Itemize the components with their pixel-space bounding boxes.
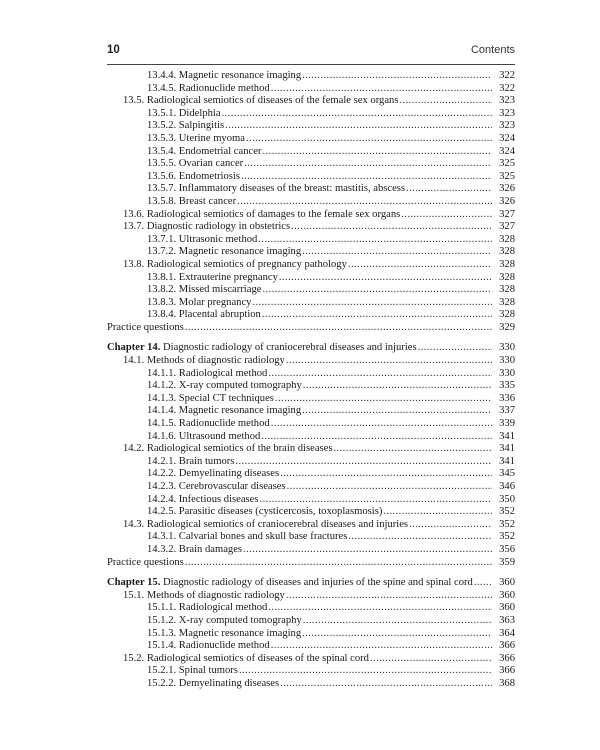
toc-entry-title: 15.2. Radiological semiotics of diseases of the spinal cord xyxy=(123,652,369,664)
toc-page-number: 324 xyxy=(499,145,515,157)
toc-entry-title: 14.2.5. Parasitic diseases (cysticercosis, toxoplasmosis) xyxy=(147,506,383,518)
toc-entry xyxy=(107,405,515,418)
toc-entry-title: 13.5.7. Inflammatory diseases of the breast: mastitis, abscess xyxy=(147,183,406,195)
toc-entry xyxy=(107,544,515,557)
toc-page-number: 360 xyxy=(499,589,515,601)
dot-leader xyxy=(239,665,492,678)
toc-page-number: 328 xyxy=(499,284,515,296)
toc-entry-title: 13.8.4. Placental abruption xyxy=(147,309,261,321)
toc-page-number: 327 xyxy=(499,208,515,220)
toc-entry xyxy=(107,531,515,544)
toc-page-number: 346 xyxy=(499,481,515,492)
toc-entry-title xyxy=(107,342,417,355)
toc-entry-title: 14.3. Radiological semiotics of craniocerebral diseases and injuries xyxy=(123,518,409,530)
toc-entry-title: Practice questions xyxy=(107,556,184,568)
toc-entry xyxy=(107,468,515,481)
toc-page-number: 327 xyxy=(499,221,515,233)
dot-leader xyxy=(225,120,492,133)
dot-leader xyxy=(244,158,492,171)
toc-entry xyxy=(107,640,515,653)
toc-entry-title xyxy=(107,577,473,590)
toc-entry-title: 14.1.4. Magnetic resonance imaging xyxy=(147,405,302,417)
toc-entry xyxy=(107,557,515,570)
toc-entry xyxy=(107,146,515,159)
toc-entry xyxy=(107,196,515,209)
toc-page-number: 339 xyxy=(499,418,515,430)
dot-leader xyxy=(286,590,492,603)
toc-entry xyxy=(107,234,515,247)
toc-entry-title: Practice questions xyxy=(107,321,184,333)
toc-entry xyxy=(107,506,515,519)
dot-leader xyxy=(287,481,492,494)
dot-leader xyxy=(268,602,492,615)
toc-entry-title: 15.2.2. Demyelinating diseases xyxy=(147,677,280,689)
dot-leader xyxy=(474,577,492,590)
toc-entry xyxy=(107,246,515,259)
toc-entry xyxy=(107,481,515,494)
toc-chapter-entry xyxy=(107,342,515,355)
dot-leader xyxy=(302,246,492,259)
toc-entry xyxy=(107,133,515,146)
dot-leader xyxy=(246,133,492,146)
toc-entry-title: 14.1.2. X-ray computed tomography xyxy=(147,380,302,392)
toc-entry-title: 13.7.1. Ultrasonic method xyxy=(147,233,258,245)
toc-entry-title: 14.1. Methods of diagnostic radiology xyxy=(123,355,285,367)
dot-leader xyxy=(235,456,492,469)
dot-leader xyxy=(262,146,492,159)
dot-leader xyxy=(279,272,492,285)
toc-page-number: 345 xyxy=(499,468,515,480)
toc-page-number: 324 xyxy=(499,132,515,144)
dot-leader xyxy=(370,653,492,666)
toc-page-number: 368 xyxy=(499,677,515,689)
toc-page-number: 329 xyxy=(499,321,515,333)
dot-leader xyxy=(185,557,492,570)
toc-page-number: 328 xyxy=(499,296,515,308)
toc-page-number: 330 xyxy=(499,342,515,354)
toc-entry-title: 14.2.4. Infectious diseases xyxy=(147,493,259,505)
toc-entry xyxy=(107,519,515,532)
toc-page-number: 330 xyxy=(499,367,515,379)
toc-chapter-entry xyxy=(107,577,515,590)
toc-entry-title: 13.5.5. Ovarian cancer xyxy=(147,158,244,170)
toc-page-number: 360 xyxy=(499,602,515,614)
toc-page-number: 328 xyxy=(499,246,515,258)
dot-leader xyxy=(333,443,492,456)
toc-page-number: 326 xyxy=(499,183,515,195)
running-head: Contents xyxy=(470,44,515,56)
toc-entry-title: 15.1.4. Radionuclide method xyxy=(147,640,270,652)
toc-entry xyxy=(107,171,515,184)
toc-page-number: 356 xyxy=(499,543,515,555)
toc-entry xyxy=(107,443,515,456)
toc-entry xyxy=(107,653,515,666)
toc-entry-title: 15.1.3. Magnetic resonance imaging xyxy=(147,627,302,639)
dot-leader xyxy=(348,531,492,544)
toc-entry xyxy=(107,221,515,234)
toc-page-number: 360 xyxy=(499,577,515,589)
toc-page-number: 330 xyxy=(499,355,515,367)
toc-page-number: 341 xyxy=(499,455,515,467)
toc-entry-title: 13.8.3. Molar pregnancy xyxy=(147,296,252,308)
toc-entry xyxy=(107,183,515,196)
toc-entry-title: 13.4.5. Radionuclide method xyxy=(147,82,270,94)
dot-leader xyxy=(243,544,492,557)
dot-leader xyxy=(268,368,492,381)
dot-leader xyxy=(262,309,492,322)
toc-page-number: 337 xyxy=(499,405,515,417)
toc-chapter-title: Diagnostic radiology of craniocerebral diseases and injuries xyxy=(160,342,417,354)
dot-leader xyxy=(280,678,492,691)
dot-leader xyxy=(399,95,492,108)
dot-leader xyxy=(303,380,492,393)
toc-entry-title: 14.3.2. Brain damages xyxy=(147,543,243,555)
dot-leader xyxy=(291,221,492,234)
toc-entry xyxy=(107,355,515,368)
dot-leader xyxy=(222,108,492,121)
dot-leader xyxy=(280,468,492,481)
page-header xyxy=(107,44,515,60)
dot-leader xyxy=(401,209,492,222)
dot-leader xyxy=(409,519,492,532)
dot-leader xyxy=(241,171,492,184)
toc-entry xyxy=(107,209,515,222)
toc-entry xyxy=(107,309,515,322)
dot-leader xyxy=(252,297,492,310)
toc-entry-title: 13.5. Radiological semiotics of diseases of the female sex organs xyxy=(123,95,399,107)
toc-page-number: 366 xyxy=(499,652,515,664)
toc-entry xyxy=(107,590,515,603)
toc-entry xyxy=(107,158,515,171)
toc-page-number: 352 xyxy=(499,531,515,543)
toc-page-number: 341 xyxy=(499,443,515,455)
toc-entry-title: 14.1.6. Ultrasound method xyxy=(147,430,261,442)
toc-entry xyxy=(107,70,515,83)
toc-chapter-title: Diagnostic radiology of diseases and injuries of the spine and spinal cord xyxy=(160,577,473,589)
toc-page-number: 352 xyxy=(499,506,515,518)
toc-entry xyxy=(107,431,515,444)
toc-entry-title: 15.1. Methods of diagnostic radiology xyxy=(123,589,285,601)
dot-leader xyxy=(286,355,492,368)
header-divider xyxy=(107,64,515,65)
toc-chapter-label: Chapter 15. xyxy=(107,577,161,589)
toc-page-number: 322 xyxy=(499,70,515,81)
toc-entry xyxy=(107,602,515,615)
toc-entry xyxy=(107,380,515,393)
dot-leader xyxy=(258,234,492,247)
dot-leader xyxy=(262,284,492,297)
toc-entry-title: 15.1.1. Radiological method xyxy=(147,602,268,614)
toc-chapter-label: Chapter 14. xyxy=(107,342,161,354)
toc-page-number: 323 xyxy=(499,120,515,132)
dot-leader xyxy=(406,183,492,196)
toc-entry xyxy=(107,456,515,469)
toc-entry xyxy=(107,83,515,96)
toc-entry-title: 14.1.1. Radiological method xyxy=(147,367,268,379)
toc-entry-title: 13.5.1. Didelphia xyxy=(147,107,221,119)
toc-entry-title: 13.8. Radiological semiotics of pregnancy pathology xyxy=(123,258,347,270)
toc-entry-title: 14.2.2. Demyelinating diseases xyxy=(147,468,280,480)
toc-entry xyxy=(107,665,515,678)
toc-page-number: 328 xyxy=(499,233,515,245)
toc-page-number: 364 xyxy=(499,627,515,639)
toc-entry-title: 14.2. Radiological semiotics of the brain diseases xyxy=(123,443,333,455)
toc-page-number: 322 xyxy=(499,82,515,94)
dot-leader xyxy=(348,259,492,272)
toc-entry-title: 14.1.3. Special CT techniques xyxy=(147,392,274,404)
toc-entry-title: 13.5.3. Uterine myoma xyxy=(147,132,245,144)
dot-leader xyxy=(271,83,492,96)
toc-entry-title: 13.8.1. Extrauterine pregnancy xyxy=(147,271,278,283)
dot-leader xyxy=(302,405,492,418)
toc-entry-title: 15.1.2. X-ray computed tomography xyxy=(147,614,302,626)
toc-page-number: 352 xyxy=(499,518,515,530)
toc-page-number: 350 xyxy=(499,493,515,505)
toc-page-number: 366 xyxy=(499,665,515,677)
toc-entry xyxy=(107,259,515,272)
toc-entry xyxy=(107,297,515,310)
toc-page-number: 325 xyxy=(499,158,515,170)
toc-entry-title: 13.5.6. Endometriosis xyxy=(147,170,240,182)
toc-page-number: 325 xyxy=(499,170,515,182)
toc-page-number: 335 xyxy=(499,380,515,392)
toc-entry-title: 13.5.4. Endometrial cancer xyxy=(147,145,262,157)
toc-page-number: 326 xyxy=(499,195,515,207)
toc-entry-title: 14.2.1. Brain tumors xyxy=(147,455,235,467)
toc-entry-title: 13.6. Radiological semiotics of damages to the female sex organs xyxy=(123,208,401,220)
dot-leader xyxy=(271,418,492,431)
toc-page-number: 328 xyxy=(499,271,515,283)
toc-entry-title: 13.4.4. Magnetic resonance imaging xyxy=(147,70,302,81)
toc-page-number: 328 xyxy=(499,258,515,270)
toc-entry xyxy=(107,284,515,297)
toc-entry xyxy=(107,393,515,406)
dot-leader xyxy=(261,431,492,444)
toc-entry xyxy=(107,368,515,381)
dot-leader xyxy=(260,494,492,507)
toc-entry xyxy=(107,120,515,133)
toc-entry xyxy=(107,272,515,285)
dot-leader xyxy=(237,196,492,209)
dot-leader xyxy=(275,393,492,406)
toc-page-number: 341 xyxy=(499,430,515,442)
toc-entry xyxy=(107,108,515,121)
toc-entry-title: 13.7. Diagnostic radiology in obstetrics xyxy=(123,221,291,233)
toc-entry-title: 14.1.5. Radionuclide method xyxy=(147,418,270,430)
dot-leader xyxy=(185,322,492,335)
toc-page-number: 323 xyxy=(499,95,515,107)
toc-page-number: 328 xyxy=(499,309,515,321)
dot-leader xyxy=(302,70,492,83)
toc-entry xyxy=(107,322,515,335)
toc-page-number: 363 xyxy=(499,614,515,626)
dot-leader xyxy=(418,342,492,355)
toc-entry xyxy=(107,418,515,431)
toc-entry xyxy=(107,615,515,628)
dot-leader xyxy=(303,615,492,628)
toc-page-number: 359 xyxy=(499,556,515,568)
toc-entry-title: 14.3.1. Calvarial bones and skull base fractures xyxy=(147,531,348,543)
toc-entry xyxy=(107,678,515,691)
toc-entry xyxy=(107,95,515,108)
toc-entry xyxy=(107,494,515,507)
toc-entry-title: 13.5.2. Salpingitis xyxy=(147,120,225,132)
dot-leader xyxy=(383,506,492,519)
toc-page-number: 323 xyxy=(499,107,515,119)
page-number: 10 xyxy=(107,44,120,56)
toc-entry-title: 13.5.8. Breast cancer xyxy=(147,195,237,207)
dot-leader xyxy=(271,640,492,653)
toc-entry-title: 13.8.2. Missed miscarriage xyxy=(147,284,262,296)
toc-entry xyxy=(107,628,515,641)
toc-entry-title: 15.2.1. Spinal tumors xyxy=(147,665,238,677)
toc-page-number: 336 xyxy=(499,392,515,404)
toc-entry-title: 14.2.3. Cerebrovascular diseases xyxy=(147,481,286,492)
toc-page-number: 366 xyxy=(499,640,515,652)
toc-entry-title: 13.7.2. Magnetic resonance imaging xyxy=(147,246,302,258)
dot-leader xyxy=(302,628,492,641)
table-of-contents xyxy=(107,70,515,691)
